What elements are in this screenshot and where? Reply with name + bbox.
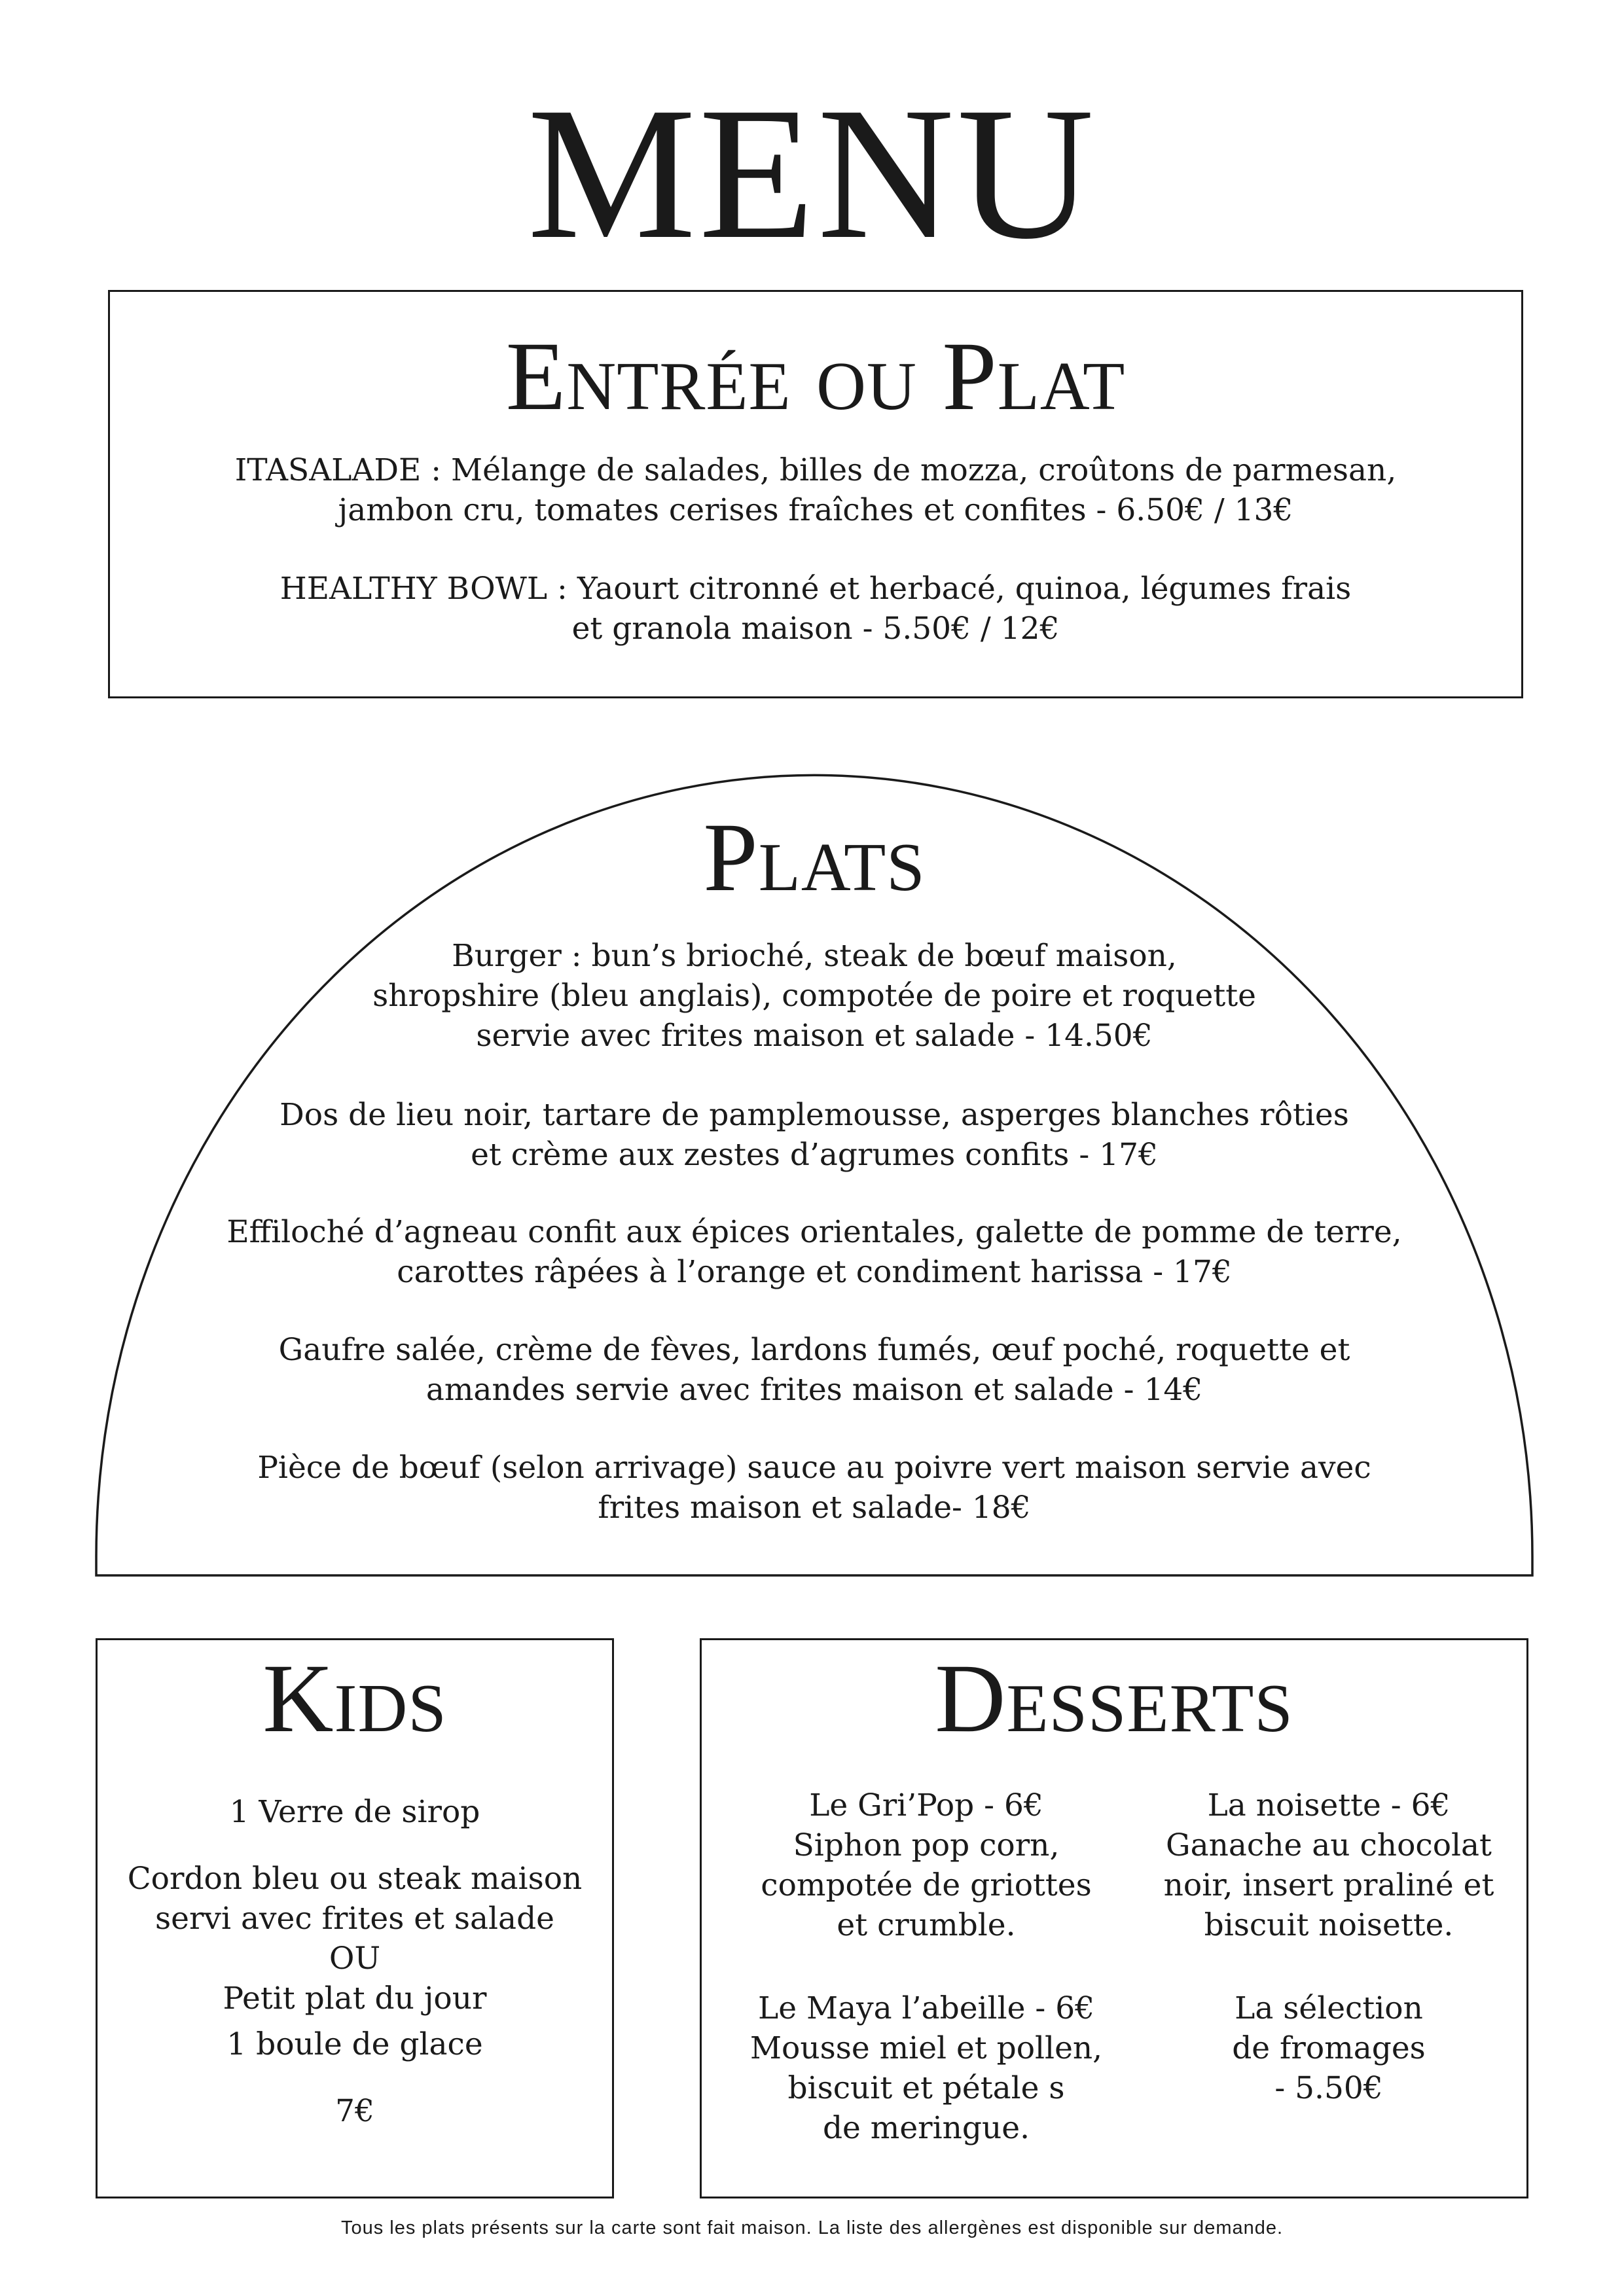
menu-item-piece-de-boeuf: Pièce de bœuf (selon arrivage) sauce au poivre vert maison servie avec frites maison et salade- 18€ [257, 1450, 1371, 1526]
dessert-item-gripop: Le Gri’Pop - 6€ Siphon pop corn, compotée de griottes et crumble. [761, 1787, 1092, 1943]
footer-note: Tous les plats présents sur la carte sont fait maison. La liste des allergènes est disponible sur demande. [340, 2217, 1284, 2238]
desserts-title: Desserts [935, 1644, 1293, 1753]
plats-title: Plats [703, 803, 926, 912]
dessert-item-noisette: La noisette - 6€ Ganache au chocolat noir, insert praliné et biscuit noisette. [1163, 1787, 1494, 1943]
menu-item-burger: Burger : bun’s brioché, steak de bœuf maison, shropshire (bleu anglais), compotée de poire et roquette servie avec frites maison et salade - 14.50€ [372, 938, 1256, 1054]
entree-ou-plat-title: Entrée ou Plat [505, 322, 1126, 431]
menu-item-healthy-bowl: HEALTHY BOWL : Yaourt citronné et herbacé, quinoa, légumes frais et granola maison - 5.50€ / 12€ [280, 571, 1352, 647]
page-title: MENU [527, 68, 1097, 278]
kids-item-sirop: 1 Verre de sirop [229, 1794, 480, 1830]
menu-item-dos-de-lieu-noir: Dos de lieu noir, tartare de pamplemousse, asperges blanches rôties et crème aux zestes d’agrumes confits - 17€ [280, 1097, 1349, 1173]
kids-item-price: 7€ [335, 2093, 374, 2129]
dessert-item-fromages: La sélection de fromages - 5.50€ [1232, 1990, 1426, 2106]
kids-item-main-dish: Cordon bleu ou steak maison servi avec frites et salade OU Petit plat du jour [127, 1861, 583, 2017]
menu-item-itasalade: ITASALADE : Mélange de salades, billes de mozza, croûtons de parmesan, jambon cru, tomates cerises fraîches et confites - 6.50€ / 13€ [234, 452, 1397, 528]
dessert-item-maya-abeille: Le Maya l’abeille - 6€ Mousse miel et pollen, biscuit et pétale s de meringue. [749, 1990, 1103, 2146]
kids-title: Kids [262, 1644, 447, 1753]
menu-item-gaufre-salee: Gaufre salée, crème de fèves, lardons fumés, œuf poché, roquette et amandes servie avec frites maison et salade - 14€ [278, 1332, 1350, 1408]
kids-item-glace: 1 boule de glace [226, 2026, 483, 2062]
menu-item-effiloche-agneau: Effiloché d’agneau confit aux épices orientales, galette de pomme de terre, carottes râpées à l’orange et condiment harissa - 17€ [226, 1214, 1402, 1290]
